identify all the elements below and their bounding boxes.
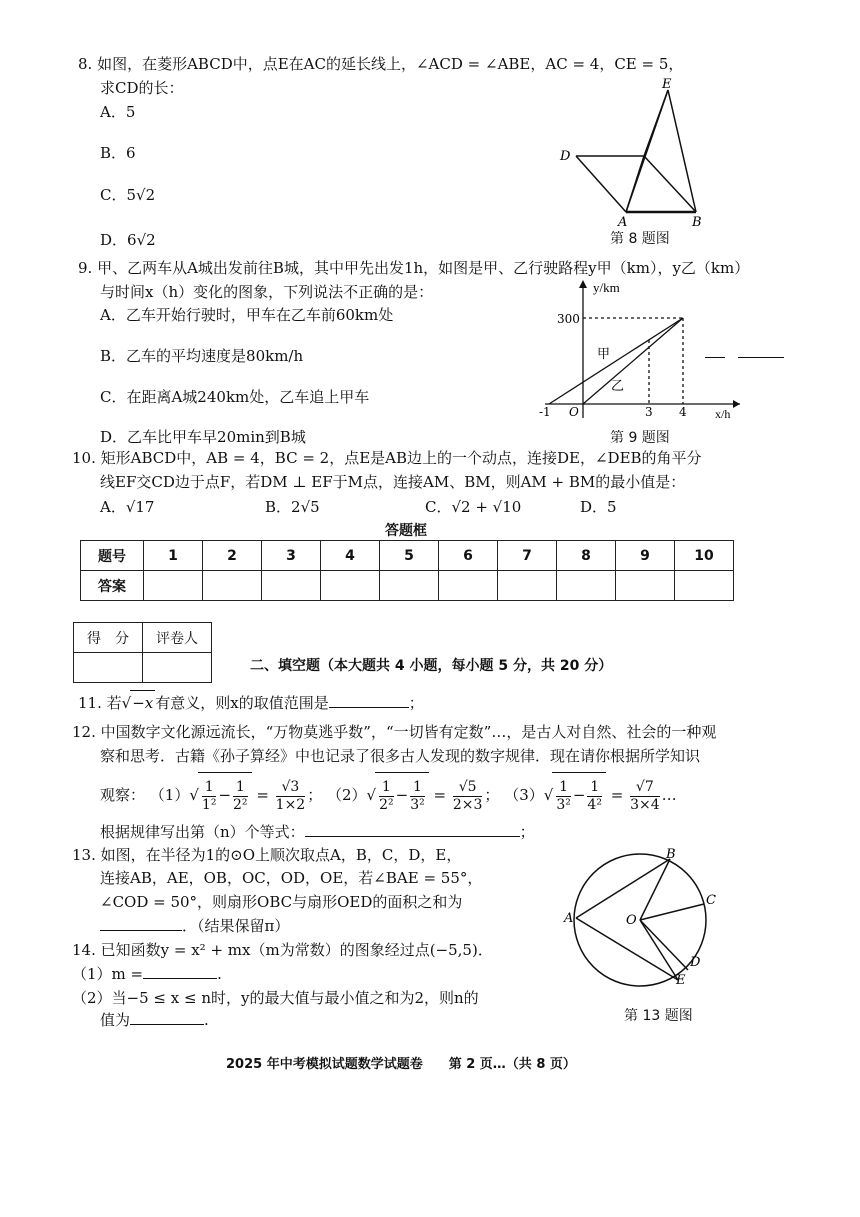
q9-option-c: C．在距离A城240km处，乙车追上甲车 — [100, 388, 370, 406]
question-14-part2-line2: 值为 . — [100, 1011, 209, 1029]
q13-circle-figure — [560, 842, 720, 1002]
page-footer: 2025 年中考模拟试题数学试题卷 第 2 页…（共 8 页） — [226, 1057, 576, 1072]
answer-cell[interactable] — [675, 571, 734, 601]
q9-label-yi: 乙 — [611, 379, 625, 394]
answer-cell[interactable] — [262, 571, 321, 601]
q9-x-tick-origin: O — [569, 405, 579, 419]
answer-box-table — [80, 540, 734, 601]
q12-eq2: （2）√ $\frac{1}{\text{2²}}$ − $\frac{1}{\text{3²}}$ = $\frac{√5}{2\times 3}$ ； — [327, 786, 504, 804]
q10-option-d: D．5 — [580, 498, 617, 516]
q9-distance-time-graph — [535, 278, 745, 423]
score-box-head-score: 得 分 — [74, 623, 143, 653]
q9-y-tick-300: 300 — [557, 312, 580, 326]
q13-label-d: D — [690, 955, 701, 970]
question-13-text-line1: 13. 如图，在半径为1的⊙O上顺次取点A，B，C，D，E， — [72, 846, 462, 864]
question-12-observe-line: 观察： （1）√ $\frac{1}{\text{1²}}$ − $\frac{1}{\text{2²}}$ = $\frac{√3}{1\times 2}$ ； （2）√ $\frac{1}{\text{2²}}$ − $\frac{1}{\text{3²}}$ = $\frac{√5}{2\times 3}$ ； （3）√ $\frac{1}{\text{3²}}$ − $\frac{1}{\text{4²}}$ = $\frac{√7}{3\times 4}$ … — [100, 772, 677, 817]
q12-eq1: （1）√ $\frac{1}{\text{1²}}$ − $\frac{1}{\text{2²}}$ = $\frac{√3}{1\times 2}$ ； — [150, 786, 327, 804]
q8-rhombus-figure — [550, 74, 720, 234]
q9-option-a: A．乙车开始行驶时，甲车在乙车前60km处 — [100, 306, 394, 324]
q9-option-b: B．乙车的平均速度是80km/h — [100, 347, 304, 365]
answer-box-number: 1 — [144, 541, 203, 571]
question-9-text-line1: 9. 甲、乙两车从A城出发前往B城，其中甲先出发1h，如图是甲、乙行驶路程y甲（km），y乙（km） — [78, 259, 750, 277]
q8-label-e: E — [662, 77, 672, 92]
q8-caption: 第 8 题图 — [610, 231, 670, 247]
q9-x-tick-4: 4 — [679, 405, 687, 419]
question-14-part1: （1）m = . — [72, 965, 222, 983]
answer-cell[interactable] — [439, 571, 498, 601]
q9-x-tick-minus1: -1 — [539, 405, 551, 419]
q12-eq3: （3）√ $\frac{1}{\text{3²}}$ − $\frac{1}{\text{4²}}$ = $\frac{√7}{3\times 4}$ … — [504, 786, 676, 804]
question-13-text-line3: ∠COD = 50°，则扇形OBC与扇形OED的面积之和为 — [100, 893, 463, 911]
answer-cell[interactable] — [557, 571, 616, 601]
q9-x-axis-label: x/h — [715, 407, 731, 421]
score-cell[interactable] — [74, 653, 143, 683]
answer-cell[interactable] — [616, 571, 675, 601]
section-2-title: 二、填空题（本大题共 4 小题，每小题 5 分，共 20 分） — [250, 658, 613, 674]
answer-box-number: 3 — [262, 541, 321, 571]
q13-caption: 第 13 题图 — [624, 1008, 693, 1024]
stray-dash-1 — [705, 357, 725, 358]
answer-box-number: 10 — [675, 541, 734, 571]
question-10-text-line1: 10. 矩形ABCD中，AB = 4，BC = 2，点E是AB边上的一个动点，连接DE，∠DEB的角平分 — [72, 449, 702, 467]
answer-cell[interactable] — [380, 571, 439, 601]
q11-answer-blank[interactable] — [329, 707, 409, 708]
question-10-text-line2: 线EF交CD边于点F，若DM ⊥ EF于M点，连接AM、BM，则AM + BM的最小值是： — [100, 473, 686, 491]
q13-label-c: C — [706, 893, 716, 908]
question-13-text-line2: 连接AB，AE，OB，OC，OD，OE，若∠BAE = 55°， — [100, 869, 483, 887]
q8-label-d: D — [560, 149, 571, 164]
answer-box-head-answer: 答案 — [81, 571, 144, 601]
score-box — [73, 622, 212, 683]
q8-label-a: A — [618, 215, 628, 230]
q9-y-axis-label: y/km — [593, 280, 620, 295]
answer-box-number: 2 — [203, 541, 262, 571]
stray-dash-2 — [738, 357, 784, 358]
q13-label-e: E — [676, 973, 686, 988]
answer-box-number: 9 — [616, 541, 675, 571]
q10-option-a: A．√17 — [100, 498, 155, 516]
q13-label-o: O — [626, 913, 637, 928]
answer-box-title: 答题框 — [385, 523, 427, 539]
q12-answer-blank[interactable] — [305, 836, 520, 837]
question-11: 11. 若√−x 有意义，则x的取值范围是 ； — [78, 690, 424, 715]
answer-box-answer-row — [81, 571, 734, 601]
q8-option-a: A．5 — [100, 103, 136, 121]
q13-answer-blank[interactable] — [100, 930, 182, 931]
q9-caption: 第 9 题图 — [610, 430, 670, 446]
question-14-text-line1: 14. 已知函数y = x² + mx（m为常数）的图象经过点(−5,5)． — [72, 941, 493, 959]
answer-box-head-number: 题号 — [81, 541, 144, 571]
q14-part1-blank[interactable] — [143, 978, 217, 979]
q13-label-a: A — [564, 911, 574, 926]
question-12-text-line1: 12. 中国数字文化源远流长，“万物莫逃乎数”，“一切皆有定数”…，是古人对自然、社会的一种观 — [72, 723, 717, 741]
question-14-part2: （2）当−5 ≤ x ≤ n时，y的最大值与最小值之和为2，则n的 — [72, 989, 479, 1007]
answer-box-number: 8 — [557, 541, 616, 571]
question-12-text-line2: 察和思考．古籍《孙子算经》中也记录了很多古人发现的数字规律．现在请你根据所学知识 — [100, 747, 701, 765]
answer-box-number-row — [81, 541, 734, 571]
q9-option-d: D．乙车比甲车早20min到B城 — [100, 428, 306, 446]
q8-label-b: B — [692, 215, 702, 230]
q10-option-c: C．√2 + √10 — [425, 498, 522, 516]
q10-option-b: B．2√5 — [265, 498, 320, 516]
q9-x-tick-3: 3 — [645, 405, 653, 419]
grader-cell[interactable] — [143, 653, 212, 683]
answer-box-number: 7 — [498, 541, 557, 571]
q8-option-d: D．6√2 — [100, 231, 156, 249]
score-box-head-grader: 评卷人 — [143, 623, 212, 653]
q13-label-b: B — [666, 847, 676, 862]
answer-box-number: 6 — [439, 541, 498, 571]
question-8-text-line2: 求CD的长： — [100, 79, 184, 97]
question-13-text-line4: ．（结果保留π） — [100, 914, 289, 938]
q8-option-b: B．6 — [100, 144, 136, 162]
answer-box-number: 5 — [380, 541, 439, 571]
q9-label-jia: 甲 — [597, 347, 611, 362]
q14-part2-blank[interactable] — [130, 1024, 204, 1025]
answer-cell[interactable] — [144, 571, 203, 601]
answer-cell[interactable] — [321, 571, 380, 601]
answer-box-number: 4 — [321, 541, 380, 571]
question-8-text-line1: 8. 如图，在菱形ABCD中，点E在AC的延长线上，∠ACD = ∠ABE，AC = 4，CE = 5， — [78, 55, 684, 73]
question-9-text-line2: 与时间x（h）变化的图象，下列说法不正确的是： — [100, 283, 434, 301]
q8-option-c: C．5√2 — [100, 186, 156, 204]
question-12-text-line3: 根据规律写出第（n）个等式： ； — [100, 823, 535, 841]
answer-cell[interactable] — [203, 571, 262, 601]
answer-cell[interactable] — [498, 571, 557, 601]
